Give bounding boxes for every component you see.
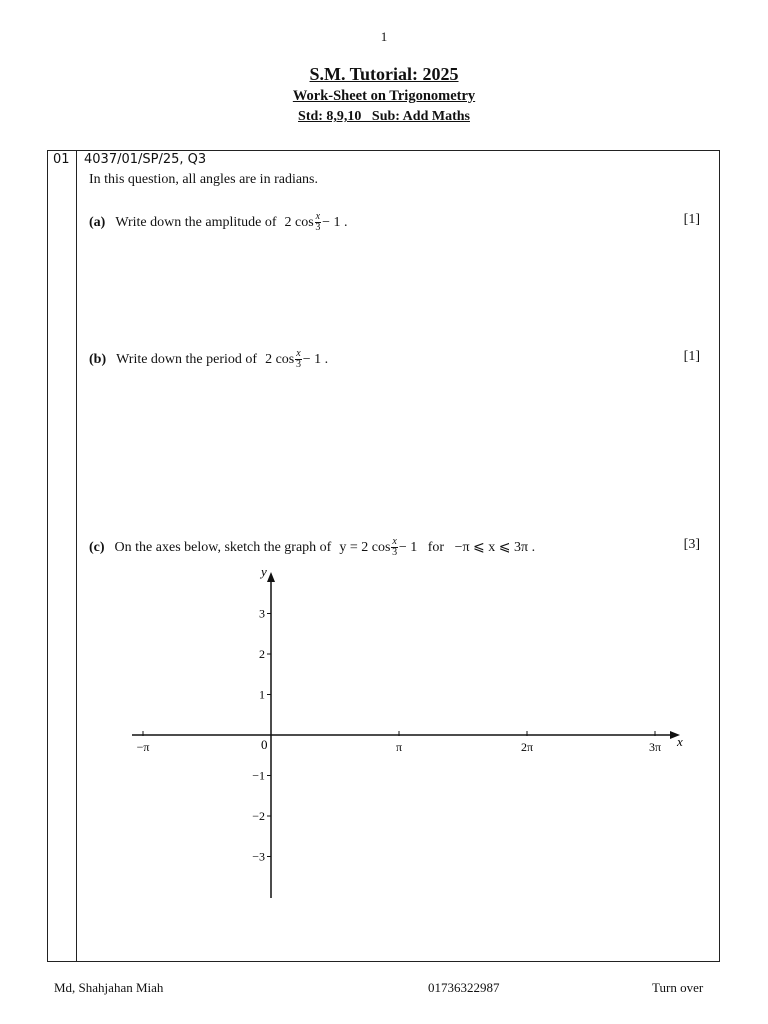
y-tick-label: 1 xyxy=(259,687,265,702)
part-a-marks: [1] xyxy=(683,212,700,227)
part-b-text: Write down the period of xyxy=(116,351,258,367)
origin-label: 0 xyxy=(261,737,268,752)
part-b-label: (b) xyxy=(89,351,107,367)
fraction-denominator: 3 xyxy=(392,547,398,558)
fraction-numerator: x xyxy=(392,536,397,547)
question-reference: 4037/01/SP/25, Q3 xyxy=(84,152,207,167)
expr-prefix: 2 cos xyxy=(265,351,295,367)
part-c-label: (c) xyxy=(89,539,105,555)
fraction-numerator: x xyxy=(315,211,321,222)
expr-suffix: − 1 for −π ⩽ x ⩽ 3π . xyxy=(398,540,536,555)
question-intro: In this question, all angles are in radians. xyxy=(89,172,318,187)
footer-author: Md, Shahjahan Miah xyxy=(54,980,164,995)
part-c-marks: [3] xyxy=(683,537,700,552)
x-axis-label: x xyxy=(677,734,683,749)
part-b-marks: [1] xyxy=(683,349,700,364)
fraction-denominator: 3 xyxy=(295,359,301,370)
standard-subject-line: Std: 8,9,10 Sub: Add Maths xyxy=(298,109,470,124)
page-number: 1 xyxy=(380,29,388,44)
y-tick-label: −2 xyxy=(252,809,265,823)
part-a-label: (a) xyxy=(89,214,106,230)
question-number: 01 xyxy=(53,152,70,167)
y-tick-label: 3 xyxy=(259,606,265,621)
y-tick-label: −3 xyxy=(252,849,265,864)
expr-suffix: − 1 . xyxy=(322,214,348,230)
fraction-numerator: x xyxy=(296,348,301,359)
footer-turn-over: Turn over xyxy=(652,980,704,995)
x-tick-label: π xyxy=(395,740,403,754)
y-tick-label: 2 xyxy=(259,647,265,661)
y-axis-label: y xyxy=(261,564,267,579)
expr-prefix: 2 cos xyxy=(284,214,314,230)
x-tick-label: 3π xyxy=(648,740,662,754)
x-tick-label: 2π xyxy=(520,740,534,754)
part-a-text: Write down the amplitude of xyxy=(115,214,277,230)
y-axis-arrow xyxy=(267,572,275,582)
y-tick-label: −1 xyxy=(252,768,265,783)
expr-prefix: y = 2 cos xyxy=(339,539,391,555)
fraction-denominator: 3 xyxy=(315,222,321,233)
expr-suffix: − 1 . xyxy=(302,351,329,367)
footer-phone: 01736322987 xyxy=(428,980,500,995)
worksheet-title: S.M. Tutorial: 2025 xyxy=(309,64,459,84)
part-c-text: On the axes below, sketch the graph of xyxy=(114,539,332,555)
x-tick-label: −π xyxy=(136,740,150,754)
worksheet-subtitle: Work-Sheet on Trigonometry xyxy=(292,88,476,104)
